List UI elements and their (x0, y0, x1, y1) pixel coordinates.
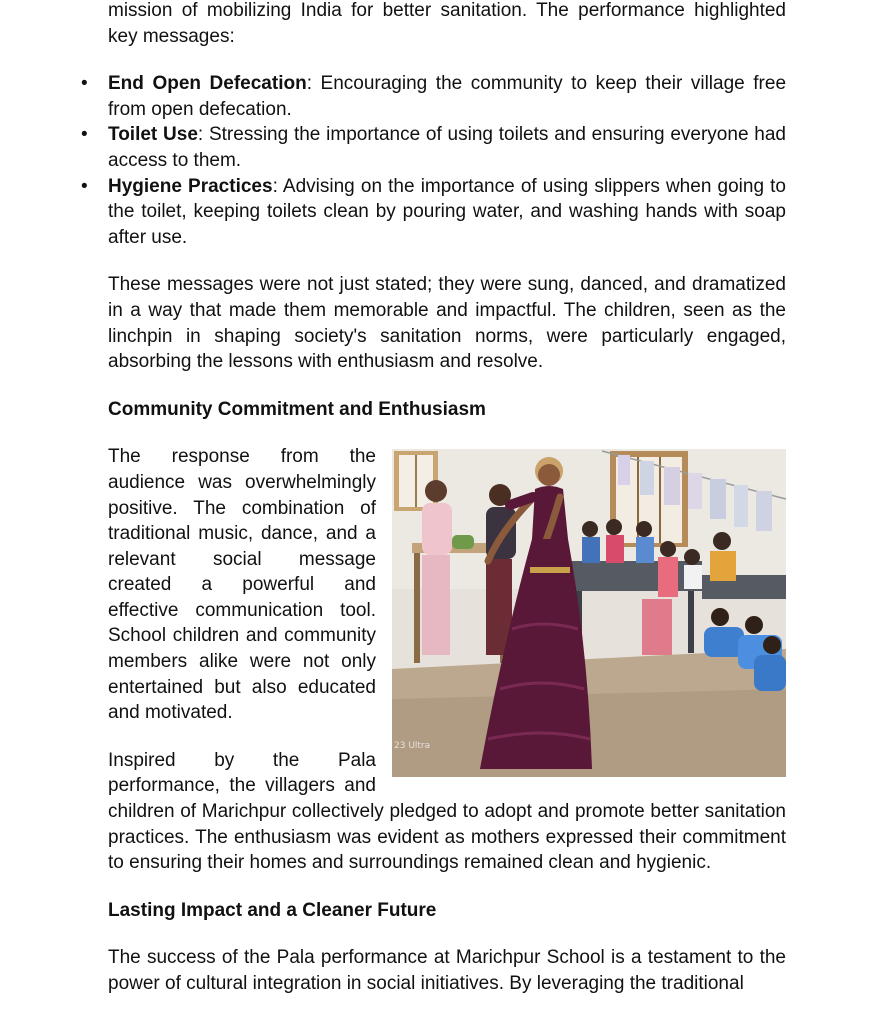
section-heading-community: Community Commitment and Enthusiasm (108, 398, 486, 420)
bullet-term: Toilet Use (108, 124, 198, 146)
intro-line-1: mission of mobilizing India for better sanitation. The performance highlighted (108, 0, 786, 21)
list-item (108, 122, 786, 173)
response-paragraph: The response from the audience was overwhelmingly positive. The combination of traditional music, dance, and a relevant social message created a powerful and effective communication tool. School children and community members alike were not only entertained but also educated and motivated. (108, 446, 376, 724)
success-paragraph: The success of the Pala performance at Marichpur School is a testament to the power of cultural integration in social initiatives. By leveraging the traditional (108, 947, 786, 994)
messages-paragraph: These messages were not just stated; they were sung, danced, and dramatized in a way that made them memorable and impactful. The children, seen as the linchpin in shaping society's sanitation norms, were particularly engaged, absorbing the lessons with enthusiasm and resolve. (108, 274, 786, 373)
pala-performance-photo (392, 449, 786, 777)
inspired-paragraph: Inspired by the Pala performance, the villagers and children of Marichpur collectively pledged to adopt and promote better sanitation practices. The enthusiasm was evident as mothers expressed their commitment to ensuring their homes and surroundings remained clean and hygienic. (108, 749, 786, 874)
bullet-term: End Open Defecation (108, 73, 307, 95)
list-item (108, 174, 786, 251)
list-item (108, 71, 786, 122)
dance-photo-illustration (392, 449, 786, 777)
photo-watermark: 23 Ultra (394, 740, 431, 751)
intro-line-2: key messages: (108, 25, 235, 47)
document-body (108, 0, 786, 997)
bullet-text: : Encouraging the community to keep their village free from open defecation. (108, 73, 787, 120)
photo-section (108, 444, 786, 876)
key-messages-list (108, 71, 786, 250)
bullet-text: : Advising on the importance of using slippers when going to the toilet, keeping toilets clean by pouring water, and washing hands with soap after use. (108, 175, 786, 248)
bullet-text: : Stressing the importance of using toilets and ensuring everyone had access to them. (108, 124, 786, 171)
intro-paragraph (108, 0, 786, 49)
bullet-term: Hygiene Practices (108, 175, 273, 197)
section-heading-impact: Lasting Impact and a Cleaner Future (108, 899, 437, 921)
